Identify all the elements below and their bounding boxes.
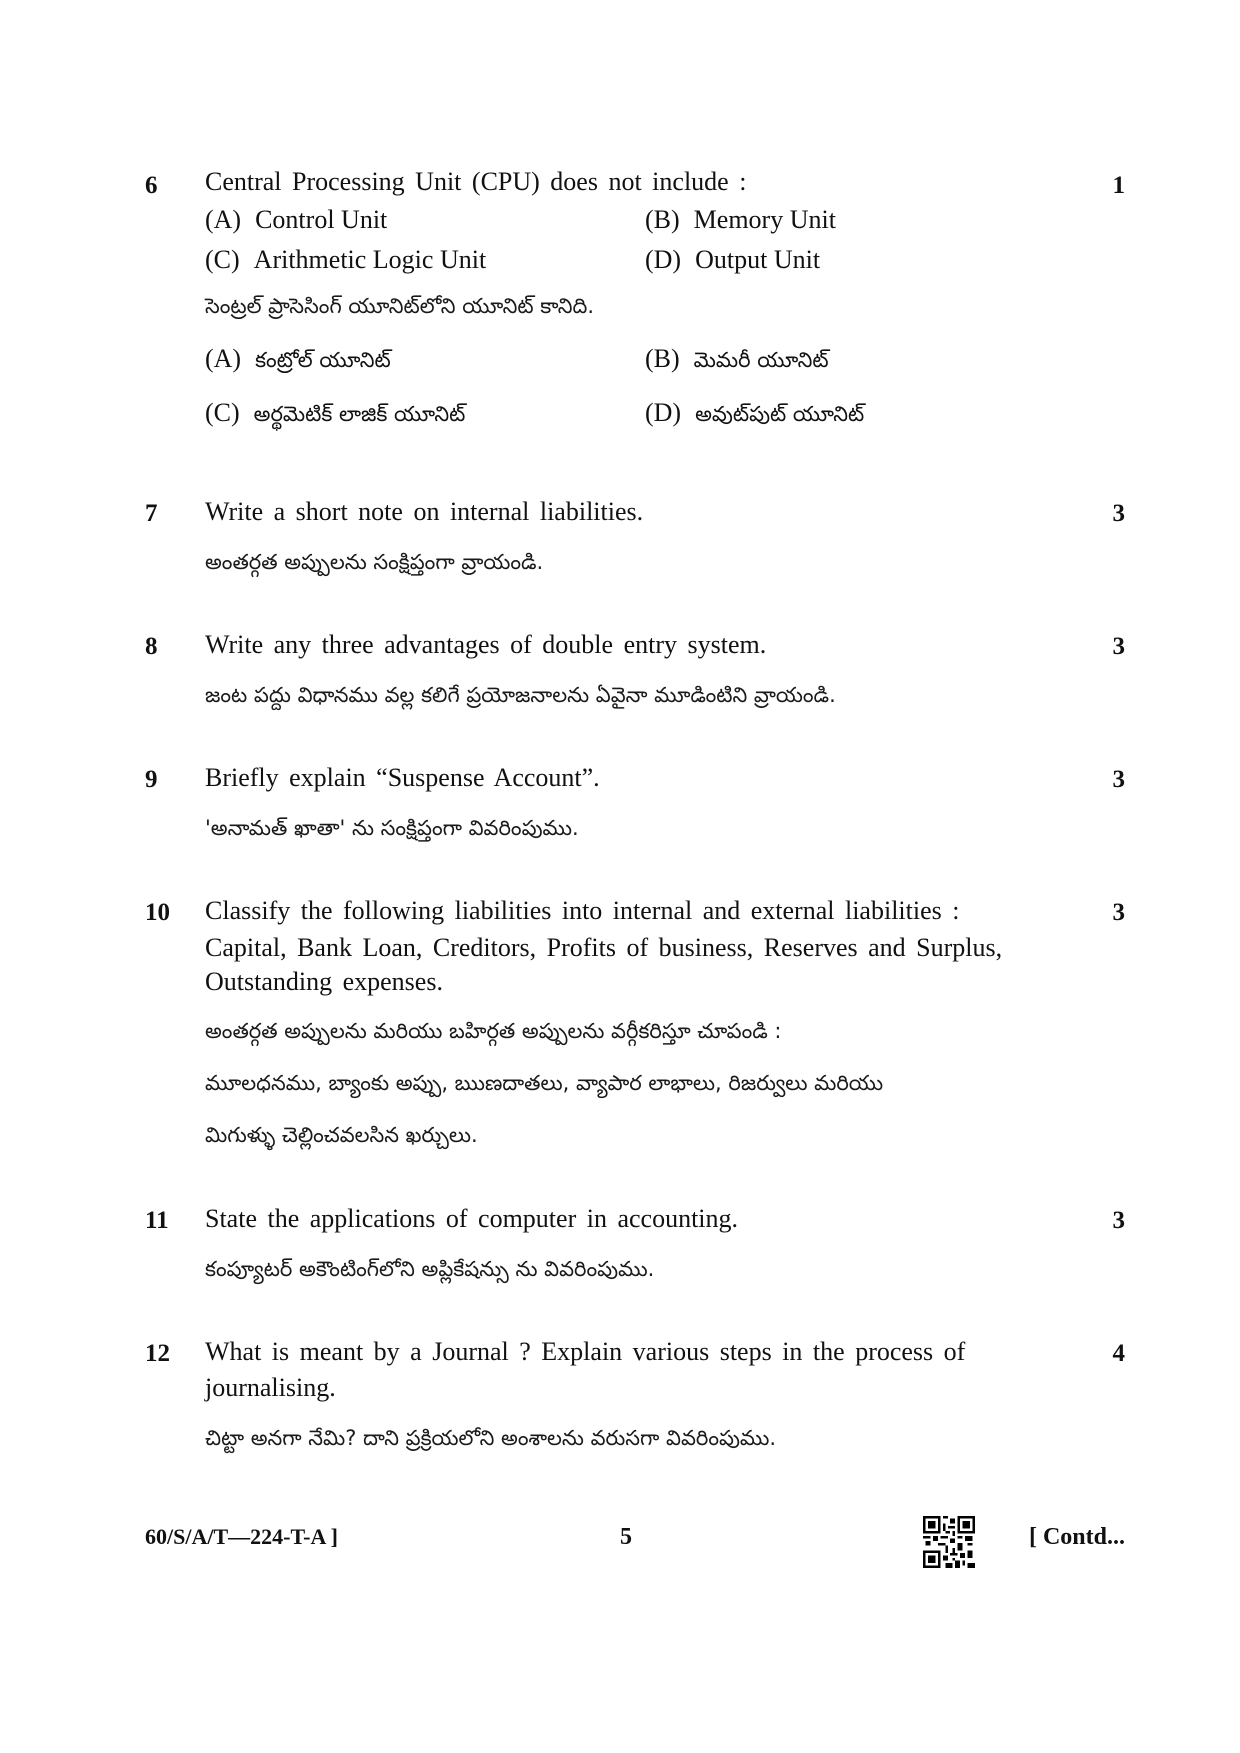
telugu-question-text: జంట పద్దు విధానము వల్ల కలిగే ప్రయోజనాలను ఏవైనా మూడింటిని వ్రాయండి. bbox=[205, 683, 836, 707]
question-12 bbox=[145, 1337, 1125, 1464]
question-11 bbox=[145, 1204, 1125, 1295]
question-number: 11 bbox=[145, 1207, 169, 1234]
telugu-question-text: సెంట్రల్ ప్రాసెసింగ్ యూనిట్‌లోని యూనిట్ కానిది. bbox=[205, 294, 595, 318]
telugu-option-b: (B) మెమరీ యూనిట్ bbox=[645, 344, 829, 373]
question-text: Write any three advantages of double entry system. bbox=[205, 630, 767, 659]
telugu-option-d: (D) అవుట్‌పుట్ యూనిట్ bbox=[645, 398, 865, 427]
continued-label: [ Contd... bbox=[1028, 1524, 1125, 1550]
question-10 bbox=[145, 896, 1125, 1161]
telugu-question-text: చిట్టా అనగా నేమి? దాని ప్రక్రియలోని అంశాలను వరుసగా వివరింపుము. bbox=[205, 1426, 777, 1450]
question-number: 12 bbox=[145, 1340, 170, 1367]
question-8 bbox=[145, 630, 1125, 721]
question-number: 6 bbox=[145, 172, 158, 199]
telugu-question-text-3: మిగుళ్ళు చెల్లించవలసిన ఖర్చులు. bbox=[205, 1123, 478, 1147]
question-number: 10 bbox=[145, 899, 170, 926]
telugu-option-a: (A) కంట్రోల్ యూనిట్ bbox=[205, 344, 391, 373]
question-text: What is meant by a Journal ? Explain various steps in the process of journalising. bbox=[205, 1337, 966, 1402]
question-text: Classify the following liabilities into internal and external liabilities : bbox=[205, 896, 960, 925]
option-a: (A) Control Unit bbox=[205, 205, 388, 234]
telugu-question-text: అంతర్గత అప్పులను మరియు బహిర్గత అప్పులను వర్గీకరిస్తూ చూపండి : bbox=[205, 1019, 782, 1043]
question-text: Write a short note on internal liabilities. bbox=[205, 497, 644, 526]
question-6 bbox=[145, 167, 1125, 440]
question-text: Central Processing Unit (CPU) does not include : bbox=[205, 167, 747, 196]
question-marks: 3 bbox=[1112, 899, 1125, 926]
telugu-question-text: 'అనామత్ ఖాతా' ను సంక్షిప్తంగా వివరింపుము. bbox=[205, 816, 579, 840]
question-9 bbox=[145, 763, 1125, 854]
telugu-question-text: అంతర్గత అప్పులను సంక్షిప్తంగా వ్రాయండి. bbox=[205, 550, 544, 574]
question-marks: 3 bbox=[1112, 500, 1125, 527]
options-telugu bbox=[205, 332, 1025, 440]
page-number: 5 bbox=[620, 1524, 632, 1550]
page-footer bbox=[145, 1516, 1125, 1566]
telugu-question-text: కంప్యూటర్ అకౌంటింగ్‌లోని అప్లికేషన్సు ను వివరింపుము. bbox=[205, 1257, 655, 1281]
question-text-continued: Capital, Bank Loan, Creditors, Profits of business, Reserves and Surplus, Outstanding expenses. bbox=[205, 933, 1003, 996]
telugu-option-c: (C) అర్థమెటిక్ లాజిక్ యూనిట్ bbox=[205, 398, 466, 427]
option-b: (B) Memory Unit bbox=[645, 205, 836, 234]
question-marks: 1 bbox=[1112, 172, 1125, 199]
options-english bbox=[205, 200, 1025, 280]
paper-code: 60/S/A/T—224-T-A ] bbox=[145, 1524, 338, 1549]
question-marks: 3 bbox=[1112, 1207, 1125, 1234]
question-number: 8 bbox=[145, 633, 158, 660]
question-7 bbox=[145, 497, 1125, 588]
question-text: Briefly explain “Suspense Account”. bbox=[205, 763, 600, 792]
question-marks: 4 bbox=[1112, 1340, 1125, 1367]
question-text: State the applications of computer in accounting. bbox=[205, 1204, 739, 1233]
option-d: (D) Output Unit bbox=[645, 245, 821, 274]
question-marks: 3 bbox=[1112, 766, 1125, 793]
telugu-question-text-2: మూలధనము, బ్యాంకు అప్పు, ఋణదాతలు, వ్యాపార లాభాలు, రిజర్వులు మరియు bbox=[205, 1071, 884, 1095]
question-number: 9 bbox=[145, 766, 158, 793]
option-c: (C) Arithmetic Logic Unit bbox=[205, 245, 487, 274]
question-marks: 3 bbox=[1112, 633, 1125, 660]
question-number: 7 bbox=[145, 500, 158, 527]
qr-code-icon bbox=[923, 1516, 975, 1568]
